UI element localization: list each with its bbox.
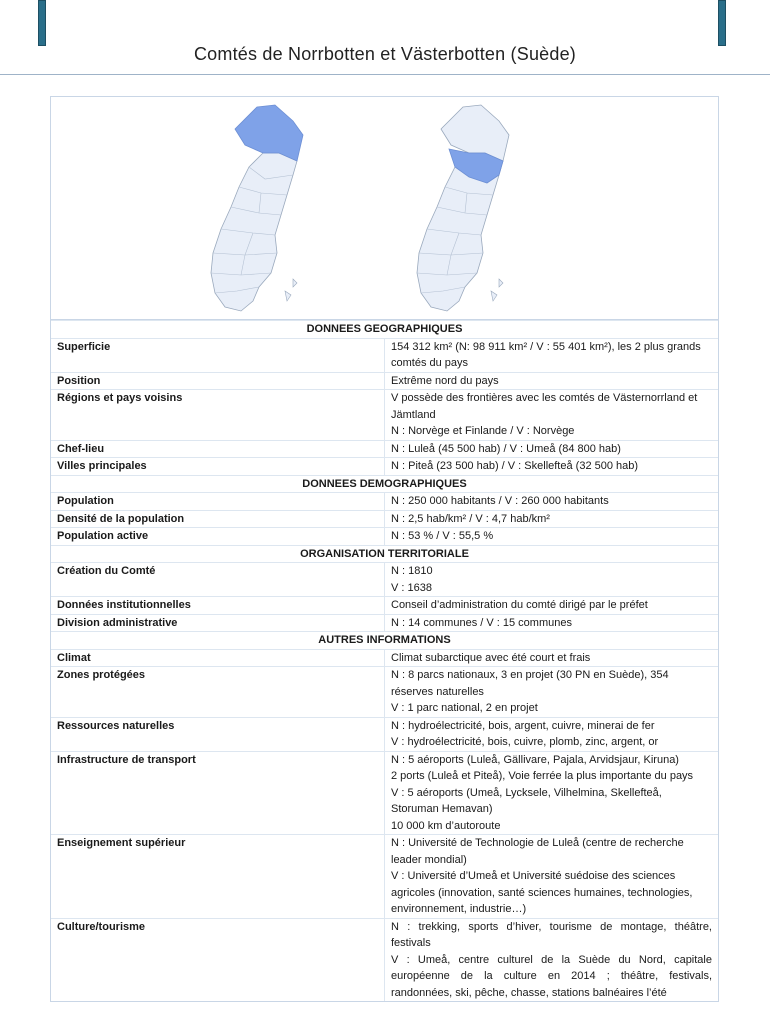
value-line: V : 1638 (391, 581, 432, 594)
row-label: Densité de la population (51, 510, 385, 528)
row-label: Climat (51, 649, 385, 667)
table-row (51, 835, 718, 919)
table-row (51, 614, 718, 632)
row-value: 154 312 km² (N: 98 911 km² / V : 55 401 km²), les 2 plus grands comtés du pays (385, 338, 719, 372)
row-value: Climat subarctique avec été court et frais (385, 649, 719, 667)
row-value (385, 390, 719, 441)
row-label: Population (51, 493, 385, 511)
data-table (51, 320, 718, 1001)
table-row (51, 372, 718, 390)
section-row (51, 475, 718, 493)
row-label: Division administrative (51, 614, 385, 632)
row-value: N : 2,5 hab/km² / V : 4,7 hab/km² (385, 510, 719, 528)
table-row (51, 563, 718, 597)
value-line: V : 1 parc national, 2 en projet (391, 702, 538, 714)
section-other: AUTRES INFORMATIONS (51, 632, 718, 650)
left-edge-bar (38, 0, 46, 46)
row-value (385, 563, 719, 597)
row-value: N : Luleå (45 500 hab) / V : Umeå (84 800 hab) (385, 440, 719, 458)
row-label: Infrastructure de transport (51, 751, 385, 835)
row-label: Superficie (51, 338, 385, 372)
value-line: V : 5 aéroports (Umeå, Lycksele, Vilhelmina, Skellefteå, Storuman Hemavan) (391, 786, 662, 815)
table-row (51, 493, 718, 511)
title-rule (0, 74, 770, 75)
section-row (51, 632, 718, 650)
info-table (50, 96, 719, 1002)
value-line: N : Norvège et Finlande / V : Norvège (391, 425, 575, 437)
row-value (385, 667, 719, 718)
row-value: N : 14 communes / V : 15 communes (385, 614, 719, 632)
row-label: Régions et pays voisins (51, 390, 385, 441)
map-vasterbotten (407, 103, 537, 313)
value-line: 2 ports (Luleå et Piteå), Voie ferrée la plus importante du pays (391, 770, 694, 782)
row-label: Position (51, 372, 385, 390)
row-value (385, 918, 719, 1001)
value-line: N : trekking, sports d’hiver, tourisme de montage, théâtre, festivals (391, 920, 712, 949)
row-value (385, 751, 719, 835)
value-line: 10 000 km d’autoroute (391, 819, 501, 832)
section-geo: DONNEES GEOGRAPHIQUES (51, 321, 718, 339)
page-title: Comtés de Norrbotten et Västerbotten (Suède) (193, 44, 576, 64)
value-line: N : 5 aéroports (Luleå, Gällivare, Pajala, Arvidsjaur, Kiruna) (391, 753, 679, 766)
row-value: Extrême nord du pays (385, 372, 719, 390)
table-row (51, 338, 718, 372)
table-row (51, 458, 718, 476)
value-line: N : 8 parcs nationaux, 3 en projet (30 PN en Suède), 354 réserves naturelles (391, 669, 669, 698)
value-line: V : Université d’Umeå et Université suédoise des sciences agricoles (innovation, santé sciences humaines, technologies, environnement, industrie…) (391, 870, 693, 915)
table-row (51, 649, 718, 667)
table-row (51, 751, 718, 835)
row-value (385, 835, 719, 919)
row-label: Création du Comté (51, 563, 385, 597)
table-row (51, 717, 718, 751)
norrbotten-highlight (235, 105, 303, 161)
row-label: Population active (51, 528, 385, 546)
row-value: N : 53 % / V : 55,5 % (385, 528, 719, 546)
row-value (385, 717, 719, 751)
section-row (51, 321, 718, 339)
value-line: N : Université de Technologie de Luleå (centre de recherche leader mondial) (391, 837, 684, 866)
table-row (51, 597, 718, 615)
sweden-outline (211, 153, 297, 311)
table-row (51, 667, 718, 718)
value-line: V : Umeå, centre culturel de la Suède du Nord, capitale européenne de la culture en 2014 ; théâtre, festivals, randonnées, ski, pêche, chasse, stations balnéaires l’été (391, 953, 712, 999)
row-label: Enseignement supérieur (51, 835, 385, 919)
row-label: Chef-lieu (51, 440, 385, 458)
section-row (51, 545, 718, 563)
row-label: Ressources naturelles (51, 717, 385, 751)
table-row (51, 918, 718, 1001)
section-demo: DONNEES DEMOGRAPHIQUES (51, 475, 718, 493)
value-line: N : hydroélectricité, bois, argent, cuivre, minerai de fer (391, 719, 655, 732)
row-label: Données institutionnelles (51, 597, 385, 615)
row-value: N : Piteå (23 500 hab) / V : Skellefteå (32 500 hab) (385, 458, 719, 476)
table-row (51, 528, 718, 546)
value-line: N : 1810 (391, 565, 433, 577)
maps-row (51, 97, 718, 320)
section-org: ORGANISATION TERRITORIALE (51, 545, 718, 563)
row-label: Zones protégées (51, 667, 385, 718)
table-row (51, 510, 718, 528)
row-value: N : 250 000 habitants / V : 260 000 habitants (385, 493, 719, 511)
value-line: V possède des frontières avec les comtés de Västernorrland et Jämtland (391, 392, 698, 421)
table-row (51, 390, 718, 441)
right-edge-bar (718, 0, 726, 46)
row-value: Conseil d’administration du comté dirigé par le préfet (385, 597, 719, 615)
row-label: Culture/tourisme (51, 918, 385, 1001)
row-label: Villes principales (51, 458, 385, 476)
table-row (51, 440, 718, 458)
map-norrbotten (201, 103, 331, 313)
value-line: V : hydroélectricité, bois, cuivre, plomb, zinc, argent, or (391, 736, 659, 748)
